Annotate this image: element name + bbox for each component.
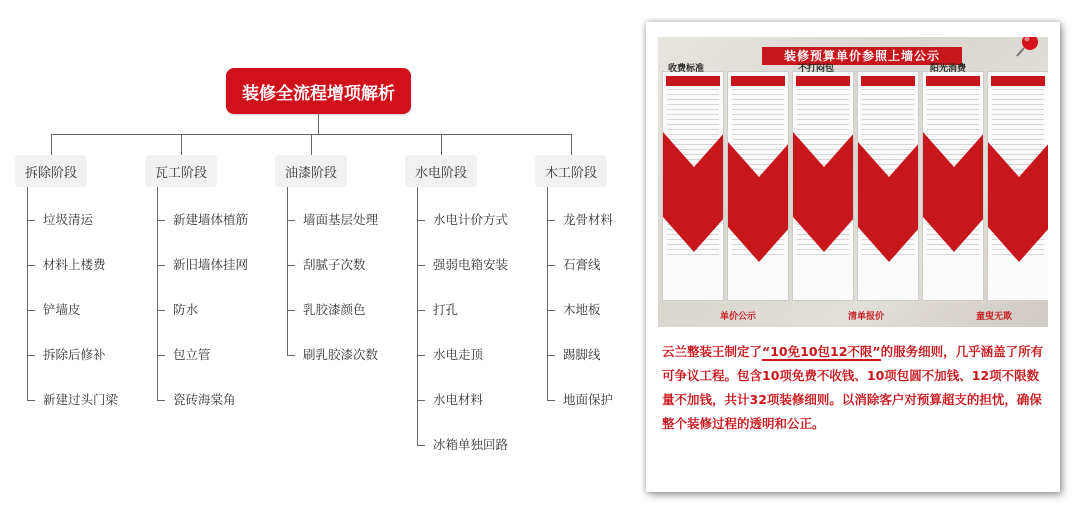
connector-line: [547, 355, 555, 356]
panel-header: [796, 76, 850, 86]
mind-map-root: 装修全流程增项解析: [226, 68, 411, 114]
connector-line: [27, 355, 35, 356]
description-body: 的服务细则，几乎涵盖了所有可争议工程。包含10项免费不收钱、10项包圆不加钱、12项不限数量不加钱，共计32项装修细则。以消除客户对预算超支的担忧，确保整个装修过程的透明和公正。: [662, 344, 1044, 431]
panel-top-label: 不打闷包: [798, 64, 835, 74]
chevron-decoration: [923, 132, 984, 252]
photo-title: 装修预算单价参照上墙公示: [762, 47, 962, 65]
connector-line: [287, 310, 295, 311]
connector-line: [311, 134, 312, 155]
stage-item: 石膏线: [563, 257, 601, 272]
service-description: [662, 340, 1050, 436]
connector-line: [157, 265, 165, 266]
stage-item: 防水: [173, 302, 199, 317]
stage-item: 铲墙皮: [43, 302, 81, 317]
stage-item: 拆除后修补: [43, 347, 106, 362]
panel-top-label: 阳光消费: [930, 64, 967, 74]
connector-line: [157, 187, 158, 400]
notice-panel: [857, 71, 919, 301]
connector-line: [157, 310, 165, 311]
connector-line: [417, 220, 425, 221]
connector-line: [547, 265, 555, 266]
connector-line: [417, 400, 425, 401]
notice-panel: [792, 71, 854, 301]
chevron-decoration: [793, 132, 854, 252]
stage-item: 瓷砖海棠角: [173, 392, 236, 407]
stage-item: 踢脚线: [563, 347, 601, 362]
stage-item: 垃圾清运: [43, 212, 94, 227]
connector-line: [417, 355, 425, 356]
connector-line: [287, 220, 295, 221]
connector-line: [417, 187, 418, 445]
connector-line: [157, 355, 165, 356]
chevron-decoration: [858, 142, 919, 262]
panel-bottom-label: 童叟无欺: [976, 312, 1013, 322]
panel-top-label: 收费标准: [668, 64, 705, 74]
stage-item: 水电走顶: [433, 347, 484, 362]
description-highlight: “10免10包12不限”: [762, 344, 881, 359]
panel-bottom-label: 单价公示: [720, 312, 757, 322]
panel-header: [861, 76, 915, 86]
panel-header: [991, 76, 1045, 86]
chevron-decoration: [663, 132, 724, 252]
stage-node: 油漆阶段: [275, 155, 347, 187]
connector-line: [547, 310, 555, 311]
stage-item: 包立管: [173, 347, 211, 362]
stage-item: 地面保护: [563, 392, 614, 407]
connector-line: [27, 265, 35, 266]
stage-item: 新建过头门梁: [43, 392, 119, 407]
panel-header: [926, 76, 980, 86]
stage-item: 打孔: [433, 302, 459, 317]
stage-item: 新建墙体植筋: [173, 212, 249, 227]
stage-node: 瓦工阶段: [145, 155, 217, 187]
connector-line: [547, 400, 555, 401]
notice-panel: [987, 71, 1048, 301]
panel-header: [666, 76, 720, 86]
stage-item: 刮腻子次数: [303, 257, 366, 272]
stage-item: 龙骨材料: [563, 212, 614, 227]
panel-header: [731, 76, 785, 86]
stage-node: 水电阶段: [405, 155, 477, 187]
connector-line: [547, 187, 548, 400]
connector-line: [157, 220, 165, 221]
stage-item: 冰箱单独回路: [433, 437, 509, 452]
connector-line: [27, 220, 35, 221]
connector-line: [287, 187, 288, 355]
chevron-decoration: [728, 142, 789, 262]
stage-node: 木工阶段: [535, 155, 607, 187]
description-intro: 云兰整装王制定了: [662, 344, 763, 359]
stage-item: 新旧墙体挂网: [173, 257, 249, 272]
stage-item: 强弱电箱安装: [433, 257, 509, 272]
stage-item: 刷乳胶漆次数: [303, 347, 379, 362]
stage-item: 水电材料: [433, 392, 484, 407]
connector-line: [51, 134, 52, 155]
connector-line: [417, 310, 425, 311]
panel-bottom-label: 清单报价: [848, 312, 885, 322]
connector-line: [157, 400, 165, 401]
info-card: [646, 22, 1060, 492]
stage-item: 材料上楼费: [43, 257, 106, 272]
connector-line: [417, 445, 425, 446]
stage-item: 乳胶漆颜色: [303, 302, 366, 317]
notice-panel: [922, 71, 984, 301]
notice-panel: [727, 71, 789, 301]
connector-line: [27, 400, 35, 401]
connector-line: [27, 310, 35, 311]
connector-line: [441, 134, 442, 155]
notice-board-photo: [658, 37, 1048, 327]
connector-line: [417, 265, 425, 266]
connector-line: [547, 220, 555, 221]
connector-line: [287, 355, 295, 356]
connector-line: [571, 134, 572, 155]
stage-item: 水电计价方式: [433, 212, 509, 227]
pushpin-icon: [1014, 37, 1042, 59]
stage-item: 墙面基层处理: [303, 212, 379, 227]
stage-item: 木地板: [563, 302, 601, 317]
connector-line: [287, 265, 295, 266]
connector-line: [181, 134, 182, 155]
connector-line: [318, 114, 319, 134]
connector-line: [27, 187, 28, 400]
stage-node: 拆除阶段: [15, 155, 87, 187]
chevron-decoration: [988, 142, 1048, 262]
notice-panel: [662, 71, 724, 301]
